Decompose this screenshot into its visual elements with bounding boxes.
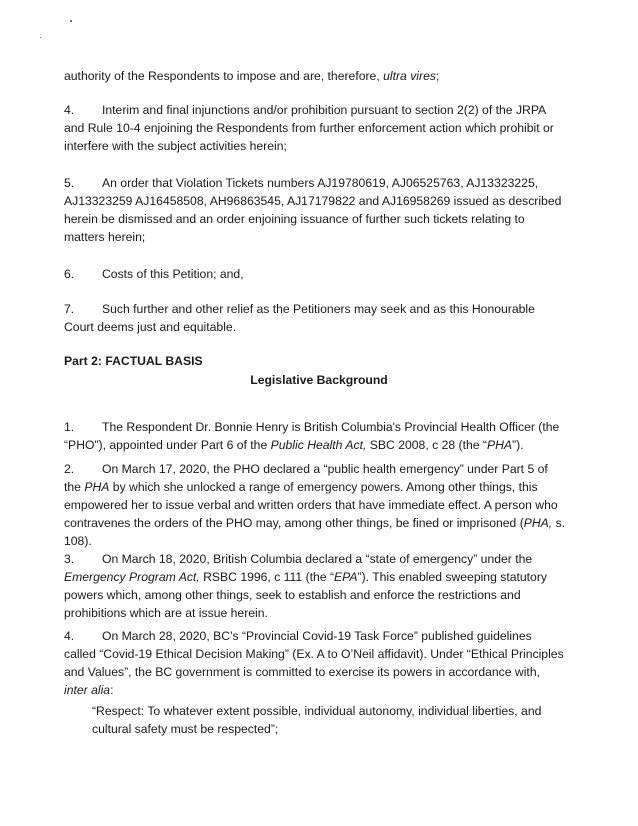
scan-speck	[70, 20, 72, 22]
fact-text: ”). This enabled sweeping statutory powers which, among other things, seek to establish and enforce the restrictions and prohibitions which are at issue herein.	[64, 570, 547, 620]
fact-text: On March 28, 2020, BC’s “Provincial Covid-19 Task Force” published guidelines called “Covid-19 Ethical Decision Making” (Ex. A to O’Neil affidavit). Under “Ethical Principles and Values”, the BC government is committed to exercise its powers in accordance with,	[64, 629, 564, 679]
relief-text: Costs of this Petition; and,	[102, 267, 244, 281]
continuation-end: ;	[435, 69, 440, 83]
continuation-italic: ultra vires	[383, 69, 436, 83]
subsection-heading: Legislative Background	[250, 373, 388, 387]
fact-italic: PHA,	[523, 516, 553, 530]
fact-paragraph-2	[64, 460, 566, 550]
relief-number: 4.	[64, 103, 75, 117]
fact-italic: inter alia	[64, 683, 111, 697]
fact-number: 1.	[64, 420, 75, 434]
fact-paragraph-3	[64, 550, 566, 622]
fact-italic: Emergency Program Act,	[64, 570, 200, 584]
fact-text: On March 18, 2020, British Columbia declared a “state of emergency” under the	[102, 552, 533, 566]
relief-text: Such further and other relief as the Petitioners may seek and as this Honourable Court deems just and equitable.	[64, 302, 535, 334]
fact-italic: EPA	[334, 570, 358, 584]
relief-number: 7.	[64, 302, 75, 316]
fact-text: RSBC 1996, c 111 (the “	[199, 570, 335, 584]
relief-number: 5.	[64, 176, 75, 190]
relief-item-4	[64, 101, 566, 155]
section-heading: Part 2: FACTUAL BASIS	[64, 354, 203, 368]
fact-text: by which she unlocked a range of emergency powers. Among other things, this empowered her to issue verbal and written orders that have immediate effect. A person who contravenes the orders of the PHO may, among other things, be fined or imprisoned (	[64, 480, 558, 530]
relief-number: 6.	[64, 267, 75, 281]
fact-paragraph-4	[64, 627, 566, 699]
relief-text: Interim and final injunctions and/or prohibition pursuant to section 2(2) of the JRPA and Rule 10-4 enjoining the Respondents from further enforcement action which prohibit or interfere with the subject activities herein;	[64, 103, 554, 153]
relief-item-5	[64, 174, 566, 246]
block-quote: “Respect: To whatever extent possible, individual autonomy, individual liberties, and cultural safety must be respected”;	[92, 704, 542, 736]
fact-paragraph-1	[64, 418, 566, 454]
fact-text: :	[110, 683, 114, 697]
relief-item-6	[64, 265, 566, 283]
fact-text: SBC 2008, c 28 (the “	[366, 438, 487, 452]
fact-text: ”).	[512, 438, 524, 452]
relief-item-7	[64, 300, 566, 336]
fact-number: 4.	[64, 629, 75, 643]
paragraph-continuation	[64, 67, 566, 85]
fact-text: s. 108).	[64, 516, 566, 548]
fact-text: On March 17, 2020, the PHO declared a “public health emergency” under Part 5 of the	[64, 462, 548, 494]
fact-italic: PHA	[84, 480, 110, 494]
fact-text: The Respondent Dr. Bonnie Henry is British Columbia's Provincial Health Officer (the “PHO”), appointed under Part 6 of the	[64, 420, 560, 452]
continuation-text: authority of the Respondents to impose and are, therefore,	[64, 69, 384, 83]
fact-italic: Public Health Act,	[270, 438, 367, 452]
scan-speck	[40, 37, 41, 38]
fact-number: 2.	[64, 462, 75, 476]
fact-number: 3.	[64, 552, 75, 566]
relief-text: An order that Violation Tickets numbers AJ19780619, AJ06525763, AJ13323225, AJ13323259 AJ16458508, AH96863545, AJ17179822 and AJ16958269 issued as described herein be dismissed and an order enjoining issuance of further such tickets relating to matters herein;	[64, 176, 562, 244]
fact-italic: PHA	[486, 438, 513, 452]
